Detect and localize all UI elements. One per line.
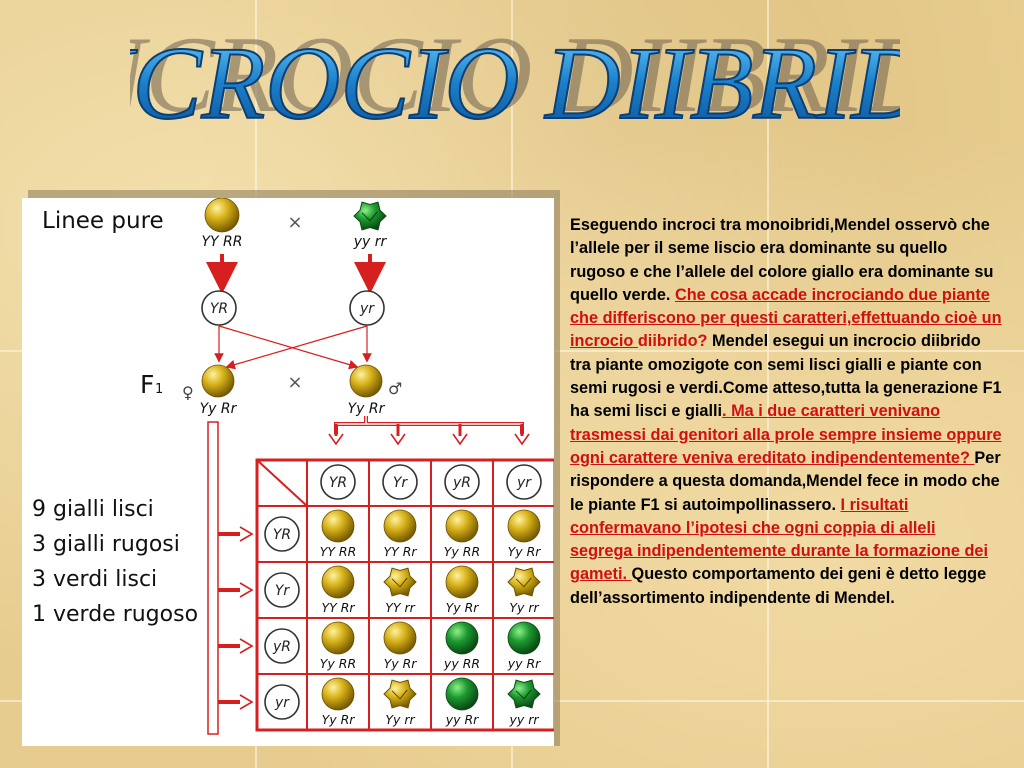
male-symbol: ♂: [388, 379, 403, 398]
result-2: 3 gialli rugosi: [32, 532, 180, 557]
cross-symbol-f1: ×: [287, 372, 303, 393]
offspring-genotype: YY Rr: [383, 544, 417, 559]
cross-line: [219, 326, 354, 366]
column-gamete-Yr-label: Yr: [392, 475, 408, 491]
paragraph-law: Questo comportamento dei geni è detto legge dell’assortimento indipendente di Mendel.: [570, 565, 987, 607]
row-arrowhead: [240, 527, 252, 541]
row-gamete-yR-label: yR: [272, 639, 292, 655]
cross-symbol: ×: [287, 212, 303, 233]
column-gamete-YR-label: YR: [328, 475, 348, 491]
column-gamete-yR-label: yR: [452, 475, 472, 491]
row-gamete-yr-label: yr: [274, 695, 290, 711]
dihybrid-cross-figure: [22, 198, 554, 746]
offspring-genotype: YY Rr: [321, 600, 355, 615]
offspring-genotype: yy rr: [509, 712, 539, 727]
paragraph-selfpollination: Per rispondere a questa domanda,Mendel fece in modo che le piante F1 si autoimpollinassero.: [570, 448, 1001, 514]
parent1-genotype: YY RR: [201, 234, 243, 250]
row-gamete-Yr-label: Yr: [274, 583, 290, 599]
paragraph-intro: Eseguendo incroci tra monoibridi,Mendel osservò che l’allele per il seme liscio era dominante su quello rugoso e che l’allele del colore giallo era dominante su quello verde.: [570, 216, 994, 304]
f1-genotype-female: Yy Rr: [199, 401, 237, 417]
yellow-round-seed: [202, 365, 234, 397]
row-arrowhead: [240, 695, 252, 709]
yellow-round-seed: [508, 510, 540, 542]
male-gamete-bracket: [336, 416, 522, 438]
offspring-genotype: Yy Rr: [321, 712, 355, 727]
offspring-genotype: yy Rr: [507, 656, 541, 671]
row-arrowhead: [240, 583, 252, 597]
parent2-genotype: yy rr: [353, 234, 387, 250]
offspring-genotype: YY RR: [319, 544, 357, 559]
offspring-genotype: Yy RR: [319, 656, 357, 671]
offspring-genotype: Yy Rr: [383, 656, 417, 671]
offspring-genotype: YY rr: [385, 600, 415, 615]
f1-subscript: 1: [155, 382, 164, 397]
male-gamete-bracket-inner: [336, 416, 522, 438]
green-round-seed: [446, 622, 478, 654]
offspring-genotype: Yy rr: [385, 712, 415, 727]
yellow-round-seed: [446, 566, 478, 598]
parents-label: Linee pure: [42, 208, 164, 234]
green-round-seed: [508, 622, 540, 654]
green-wrinkled-seed: [354, 202, 386, 230]
title-wordart: [130, 8, 900, 138]
yellow-round-seed: [322, 566, 354, 598]
yellow-round-seed: [322, 510, 354, 542]
question-2: . Ma i due caratteri venivano trasmessi dai genitori alla prole sempre insieme oppure ogni carattere veniva ereditato indipendentemente?: [570, 402, 1002, 467]
row-arrowhead: [240, 639, 252, 653]
gamete-yr-label: yr: [359, 301, 375, 317]
cross-line: [230, 326, 367, 366]
gamete-YR-label: YR: [209, 301, 229, 317]
f1-genotype-male: Yy Rr: [347, 401, 385, 417]
page-title: [130, 8, 900, 138]
yellow-round-seed: [205, 198, 239, 232]
yellow-round-seed: [384, 622, 416, 654]
female-symbol: ♀: [182, 383, 194, 402]
offspring-genotype: Yy rr: [509, 600, 539, 615]
green-round-seed: [446, 678, 478, 710]
paragraph-experiment: Mendel esegui un incrocio diibrido tra piante omozigote con semi lisci gialli e piante con semi rugosi e verdi.Come atteso,tutta la generazione F1 ha semi lisci e gialli: [570, 332, 1002, 421]
yellow-round-seed: [384, 510, 416, 542]
conclusion-highlight: I risultati confermavano l’ipotesi che ogni coppia di alleli segrega indipendentemente durante la formazione dei gameti.: [570, 495, 988, 584]
offspring-genotype: Yy Rr: [507, 544, 541, 559]
female-gamete-bar: [208, 422, 218, 734]
row-gamete-YR-label: YR: [272, 527, 292, 543]
question-1-end: diibrido?: [637, 332, 708, 351]
offspring-genotype: Yy RR: [443, 544, 481, 559]
title-shadow: CROCIO DIIBRI: [145, 14, 865, 136]
column-gamete-yr-label: yr: [516, 475, 532, 491]
offspring-genotype: yy RR: [443, 656, 481, 671]
result-3: 3 verdi lisci: [32, 567, 158, 592]
offspring-genotype: Yy Rr: [445, 600, 479, 615]
title-text: CROCIO DIIBRI: [132, 26, 852, 138]
result-1: 9 gialli lisci: [32, 497, 154, 522]
yellow-round-seed: [322, 678, 354, 710]
question-1: Che cosa accade incrociando due piante che differiscono per questi caratteri,effettuando cioè un incrocio: [570, 285, 1002, 351]
yellow-round-seed: [446, 510, 478, 542]
yellow-round-seed: [350, 365, 382, 397]
offspring-genotype: yy Rr: [445, 712, 479, 727]
result-4: 1 verde rugoso: [32, 602, 199, 627]
punnett-diagram: [22, 198, 554, 746]
yellow-round-seed: [322, 622, 354, 654]
explanation-text: [570, 214, 1002, 610]
f1-label: F: [140, 370, 155, 399]
